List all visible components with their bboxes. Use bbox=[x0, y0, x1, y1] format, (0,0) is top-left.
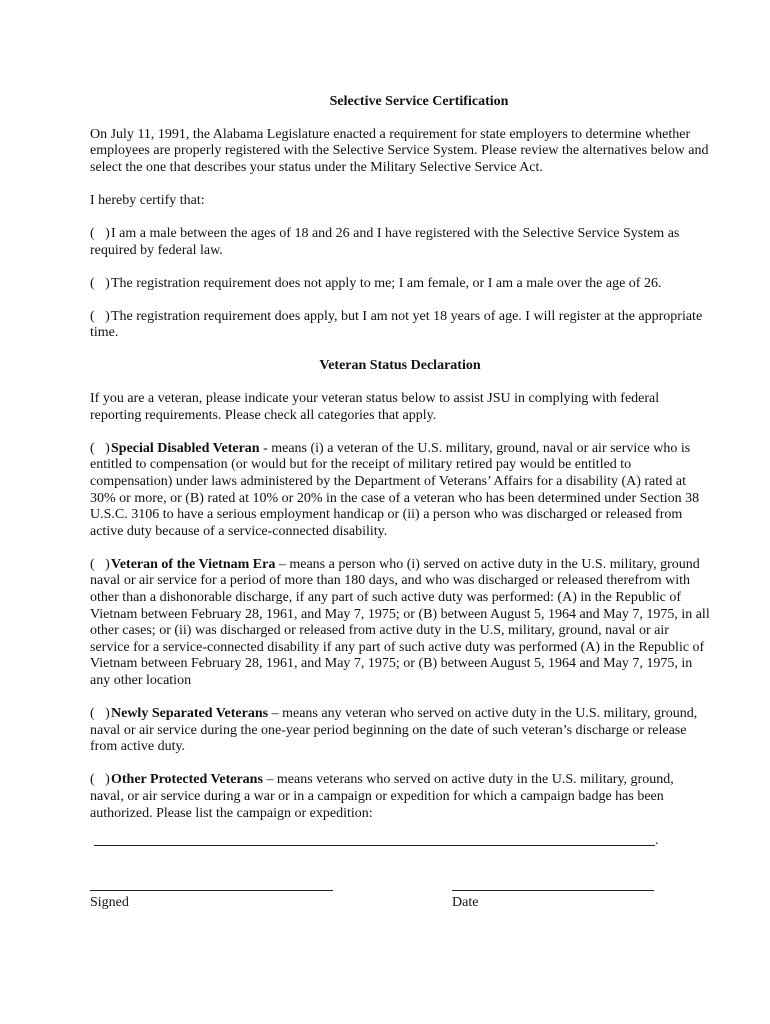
signed-label: Signed bbox=[90, 895, 129, 910]
option-1-text: I am a male between the ages of 18 and 26 and I have registered with the Selective Service System as required by federal law. bbox=[90, 225, 680, 258]
special-disabled-text: - means (i) a veteran of the U.S. military, ground, naval or air service who is entitled to compensation (or would but for the receipt of military retired pay would be entitled to compensation) under laws administered by the Department of Veterans’ Affairs for a disability (A) rated at 30% or more, or (B) rated at 10% or 20% in the case of a veteran who has been determined under Section 38 U.S.C. 3106 to have a serious employment handicap or (ii) a person who was discharged or released from active duty because of a service-connected disability. bbox=[90, 440, 700, 539]
option-3-checkbox[interactable]: ( ) bbox=[90, 308, 110, 324]
vietnam-era-label: Veteran of the Vietnam Era bbox=[111, 556, 276, 572]
veteran-title: Veteran Status Declaration bbox=[319, 357, 481, 373]
certification-option-1 bbox=[90, 226, 710, 259]
veteran-category-other-protected bbox=[90, 772, 710, 822]
signature-line[interactable] bbox=[90, 890, 333, 891]
other-protected-label: Other Protected Veterans bbox=[111, 772, 263, 788]
certification-intro: On July 11, 1991, the Alabama Legislature enacted a requirement for state employers to determine whether employees are properly registered with the Selective Service System. Please review the alternatives below and select the one that describes your status under the Military Selective Service Act. bbox=[90, 126, 709, 175]
other-protected-checkbox[interactable]: ( ) bbox=[90, 772, 110, 788]
certification-title: Selective Service Certification bbox=[329, 94, 509, 109]
certify-statement: I hereby certify that: bbox=[90, 192, 205, 208]
veteran-category-special-disabled bbox=[90, 441, 710, 541]
option-2-checkbox[interactable]: ( ) bbox=[90, 275, 110, 291]
newly-separated-label: Newly Separated Veterans bbox=[111, 706, 269, 722]
newly-separated-text: – means any veteran who served on active duty in the U.S. military, ground, naval or air service during the one-year period beginning on the date of such veteran’s discharge or release from active duty. bbox=[90, 706, 698, 755]
veteran-intro: If you are a veteran, please indicate your veteran status below to assist JSU in complying with federal reporting requirements. Please check all categories that apply. bbox=[90, 391, 660, 423]
form-body bbox=[90, 94, 710, 822]
vietnam-era-checkbox[interactable]: ( ) bbox=[90, 556, 110, 572]
newly-separated-checkbox[interactable]: ( ) bbox=[90, 706, 110, 722]
date-line[interactable] bbox=[452, 890, 654, 891]
option-2-text: The registration requirement does not apply to me; I am female, or I am a male over the age of 26. bbox=[111, 275, 662, 291]
special-disabled-checkbox[interactable]: ( ) bbox=[90, 440, 110, 456]
campaign-line-period: . bbox=[655, 833, 659, 848]
campaign-input-line[interactable] bbox=[94, 845, 655, 846]
veteran-category-newly-separated bbox=[90, 706, 710, 756]
option-3-text: The registration requirement does apply, but I am not yet 18 years of age. I will register at the appropriate time. bbox=[90, 308, 703, 341]
other-protected-text: – means veterans who served on active duty in the U.S. military, ground, naval, or air service during a war or in a campaign or expedition for which a campaign badge has been authorized. Please list the campaign or expedition: bbox=[90, 772, 674, 821]
certification-option-3 bbox=[90, 309, 710, 342]
date-label: Date bbox=[452, 895, 479, 910]
veteran-category-vietnam-era bbox=[90, 557, 710, 690]
special-disabled-label: Special Disabled Veteran bbox=[111, 440, 260, 456]
certification-option-2 bbox=[90, 276, 710, 293]
option-1-checkbox[interactable]: ( ) bbox=[90, 225, 110, 241]
vietnam-era-text: – means a person who (i) served on active duty in the U.S. military, ground naval or air service for a period of more than 180 days, and who was discharged or released therefrom with other than a dishonorable discharge, if any part of such active duty was performed: (A) in the Republic of Vietnam between February 28, 1961, and May 7, 1975; or (B) between August 5, 1964 and May 7, 1975, in all other cases; or (ii) was discharged or released from active duty in the U.S, military, ground, naval or air service for a service-connected disability if any part of such active duty was performed (A) in the Republic of Vietnam between February 28, 1961, and May 7, 1975; or (B) between August 5, 1964 and May 7, 1975, in any other location bbox=[90, 556, 710, 688]
